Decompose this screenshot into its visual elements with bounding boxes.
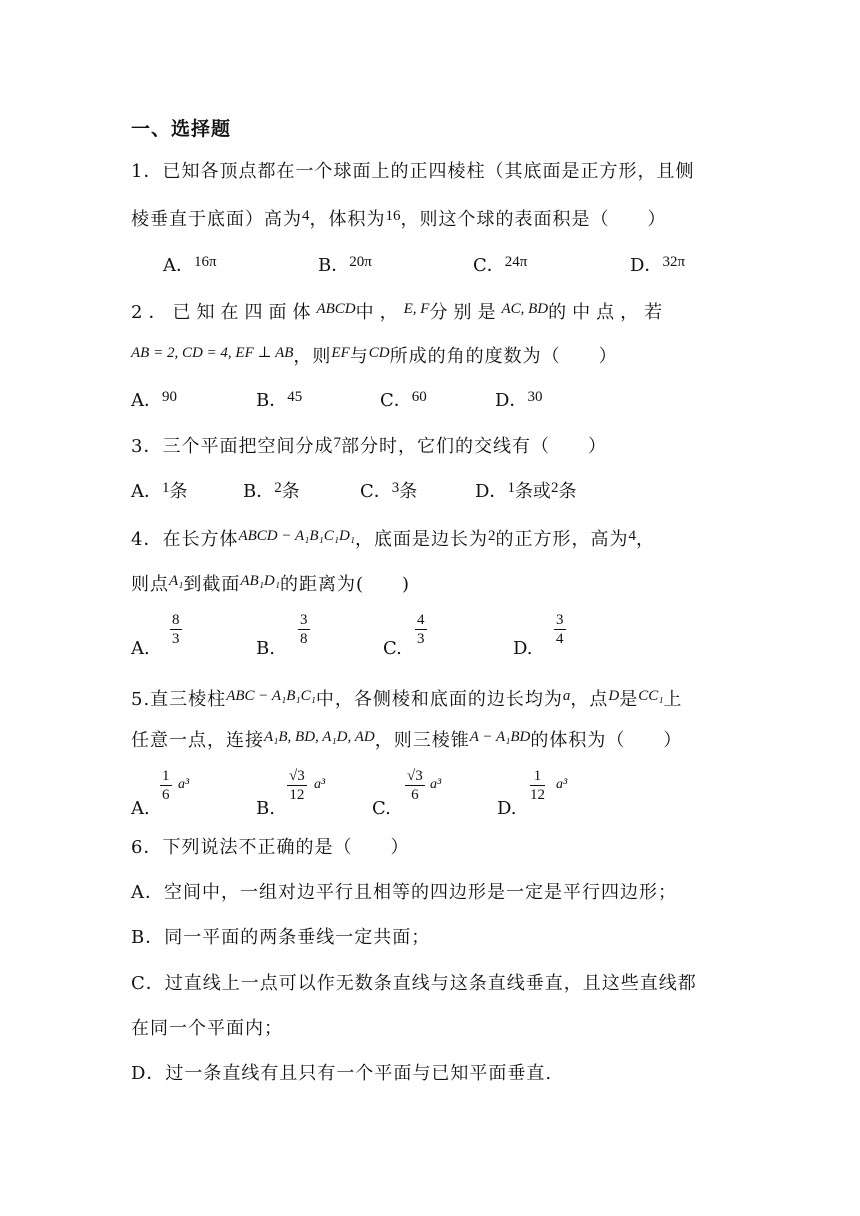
q5-option-a-label: A. (131, 798, 150, 819)
q3-text: 部分时，它们的交线有（ ） (340, 436, 607, 457)
option-value: 45 (287, 389, 303, 405)
q6-option-a: A．空间中，一组对边平行且相等的四边形是一定是平行四边形； (131, 882, 677, 903)
q4-line-1 (131, 524, 655, 552)
q1-line-1: 1．已知各顶点都在一个球面上的正四棱柱（其底面是正方形，且侧 (131, 161, 695, 182)
q2-line-1 (131, 297, 668, 325)
option-value: 32π (662, 254, 686, 270)
q5-math: A − A₁BD (469, 729, 531, 745)
q5-text: ，则三棱锥 (374, 730, 470, 751)
numerator: 3 (556, 612, 564, 628)
q1-option-c (473, 250, 527, 278)
q5-option-c-label: C. (372, 798, 391, 819)
q5-math: ABC − A₁B₁C₁ (226, 688, 316, 704)
q5-option-b-fraction (287, 767, 307, 804)
q1-text: ，则这个球的表面积是（ ） (400, 209, 667, 230)
option-label: D． (630, 255, 663, 276)
q4-text: 到截面 (183, 574, 241, 595)
denominator: 8 (300, 631, 308, 647)
q5-option-d-power: a³ (556, 777, 568, 792)
q2-math: AB = 2, CD = 4, EF ⊥ AB (131, 345, 294, 361)
option-unit: 条 (281, 481, 300, 502)
q2-line-2 (131, 341, 618, 369)
q1-volume: 16 (385, 208, 401, 224)
q5-text: ，点 (570, 689, 609, 710)
q5-text: 任意一点，连接 (131, 730, 264, 751)
numerator: √3 (289, 768, 305, 784)
q4-option-d-fraction (554, 611, 566, 648)
q3-option-a (131, 476, 188, 504)
option-unit: 条 (558, 481, 577, 502)
q1-text: ，体积为 (309, 209, 386, 230)
q4-text: ，底面是边长为 (355, 529, 488, 550)
q5-text: 上 (663, 689, 683, 710)
q2-option-d (495, 385, 542, 413)
denominator: 12 (289, 787, 305, 803)
option-number: 2 (274, 480, 282, 496)
q5-option-b-label: B. (256, 798, 275, 819)
option-value: 20π (349, 254, 372, 270)
option-unit: 条或 (514, 481, 551, 502)
q4-math: AB₁D₁ (240, 573, 280, 589)
denominator: 3 (172, 631, 180, 647)
q3-option-d (475, 476, 576, 504)
option-label: C． (473, 255, 505, 276)
option-number: 1 (162, 480, 170, 496)
q2-option-a (131, 385, 177, 413)
q2-math: EF (331, 345, 350, 361)
q3-text: 3．三个平面把空间分成 (131, 436, 334, 457)
q2-text: ，则 (293, 346, 332, 367)
q5-option-c-fraction (405, 767, 425, 804)
denominator: 12 (530, 787, 545, 803)
denominator: 3 (417, 631, 425, 647)
q2-option-c (380, 385, 427, 413)
q5-option-c-power: a³ (430, 777, 442, 792)
q4-text: 4．在长方体 (131, 529, 239, 550)
denominator: 6 (162, 787, 170, 803)
q1-option-d (630, 250, 685, 278)
option-label: A． (163, 255, 194, 276)
option-label: C． (360, 481, 392, 502)
q4-option-c-fraction (415, 611, 427, 648)
q1-option-a (163, 250, 217, 278)
denominator: 6 (411, 787, 419, 803)
q4-number: 4 (628, 528, 636, 544)
option-label: A． (131, 481, 162, 502)
numerator: 8 (172, 612, 180, 628)
q4-line-2 (131, 569, 410, 597)
q2-text: 2．已知在四面体 (131, 302, 317, 323)
option-number: 2 (550, 480, 559, 496)
q5-option-b-power: a³ (314, 777, 326, 792)
q4-option-a-fraction (170, 611, 182, 648)
q1-height: 4 (302, 208, 310, 224)
q5-math: CC₁ (638, 688, 664, 704)
q1-line-2 (131, 204, 667, 232)
option-value: 60 (411, 389, 427, 405)
q2-text: 所成的角的度数为（ ） (389, 346, 618, 367)
q5-line-2 (131, 725, 682, 753)
q2-text: 分别是 (429, 302, 502, 323)
q5-line-1 (131, 684, 682, 712)
option-unit: 条 (399, 481, 418, 502)
q5-text: 的体积为（ ） (530, 730, 683, 751)
q1-option-b (318, 250, 372, 278)
q5-option-d-label: D. (497, 798, 517, 819)
denominator: 4 (556, 631, 564, 647)
q4-text: 则点 (131, 574, 169, 595)
q4-option-a-label: A. (131, 638, 150, 659)
q6-stem: 6．下列说法不正确的是（ ） (131, 837, 410, 858)
q2-text: 的中点，若 (548, 302, 669, 323)
option-value: 16π (194, 254, 217, 270)
q4-text: 的距离为( ) (279, 574, 411, 595)
numerator: 4 (417, 612, 425, 628)
q1-text: 棱垂直于底面）高为 (131, 209, 302, 230)
q6-option-c-line-1: C．过直线上一点可以作无数条直线与这条直线垂直，且这些直线都 (131, 973, 697, 994)
q5-text: 5.直三棱柱 (131, 689, 227, 710)
option-label: D． (495, 390, 528, 411)
q5-text: 中，各侧棱和底面的边长均为 (315, 689, 563, 710)
q5-text: 是 (619, 689, 639, 710)
q4-text: ， (636, 529, 655, 550)
q2-option-b (256, 385, 302, 413)
numerator: 1 (530, 767, 545, 786)
q2-math: CD (368, 345, 390, 361)
q4-option-b-label: B. (256, 638, 275, 659)
q5-option-d-fraction (530, 767, 545, 804)
option-number: 1 (507, 480, 515, 496)
option-label: C． (380, 390, 412, 411)
option-label: B． (318, 255, 350, 276)
option-value: 90 (162, 389, 177, 405)
q3-option-c (360, 476, 417, 504)
q4-text: 的正方形，高为 (495, 529, 629, 550)
q2-math: E, F (403, 301, 430, 317)
option-value: 30 (527, 389, 543, 405)
q5-math: D (608, 688, 620, 704)
option-unit: 条 (169, 481, 188, 502)
q6-option-c-line-2: 在同一个平面内； (131, 1018, 283, 1039)
q6-option-d: D．过一条直线有且只有一个平面与已知平面垂直. (131, 1063, 553, 1084)
option-value: 24π (504, 254, 528, 270)
q2-text: 与 (349, 346, 369, 367)
section-title: 一、选择题 (131, 118, 232, 140)
q4-option-c-label: C. (383, 638, 402, 659)
q5-math: a (562, 688, 571, 704)
q5-option-a-fraction (160, 767, 172, 804)
q6-option-b: B．同一平面的两条垂线一定共面； (131, 927, 431, 948)
option-label: D． (475, 481, 508, 502)
numerator: 1 (162, 768, 170, 784)
q3-option-b (243, 476, 300, 504)
q2-math: AC, BD (501, 301, 549, 317)
q4-math: A₁ (169, 573, 184, 589)
q2-text: 中， (355, 302, 404, 323)
option-label: B． (256, 390, 288, 411)
q5-math: A₁B, BD, A₁D, AD (264, 729, 375, 745)
q4-option-d-label: D. (513, 638, 533, 659)
q5-option-a-power: a³ (178, 777, 190, 792)
option-label: B． (243, 481, 275, 502)
numerator: 3 (300, 612, 308, 628)
option-number: 3 (391, 480, 400, 496)
q4-math: ABCD − A₁B₁C₁D₁ (238, 528, 355, 544)
q4-option-b-fraction (298, 611, 310, 648)
numerator: √3 (407, 768, 423, 784)
q4-number: 2 (488, 528, 496, 544)
q3-stem (131, 431, 607, 459)
option-label: A． (131, 390, 162, 411)
q3-number: 7 (333, 435, 341, 451)
q2-math: ABCD (316, 301, 356, 317)
